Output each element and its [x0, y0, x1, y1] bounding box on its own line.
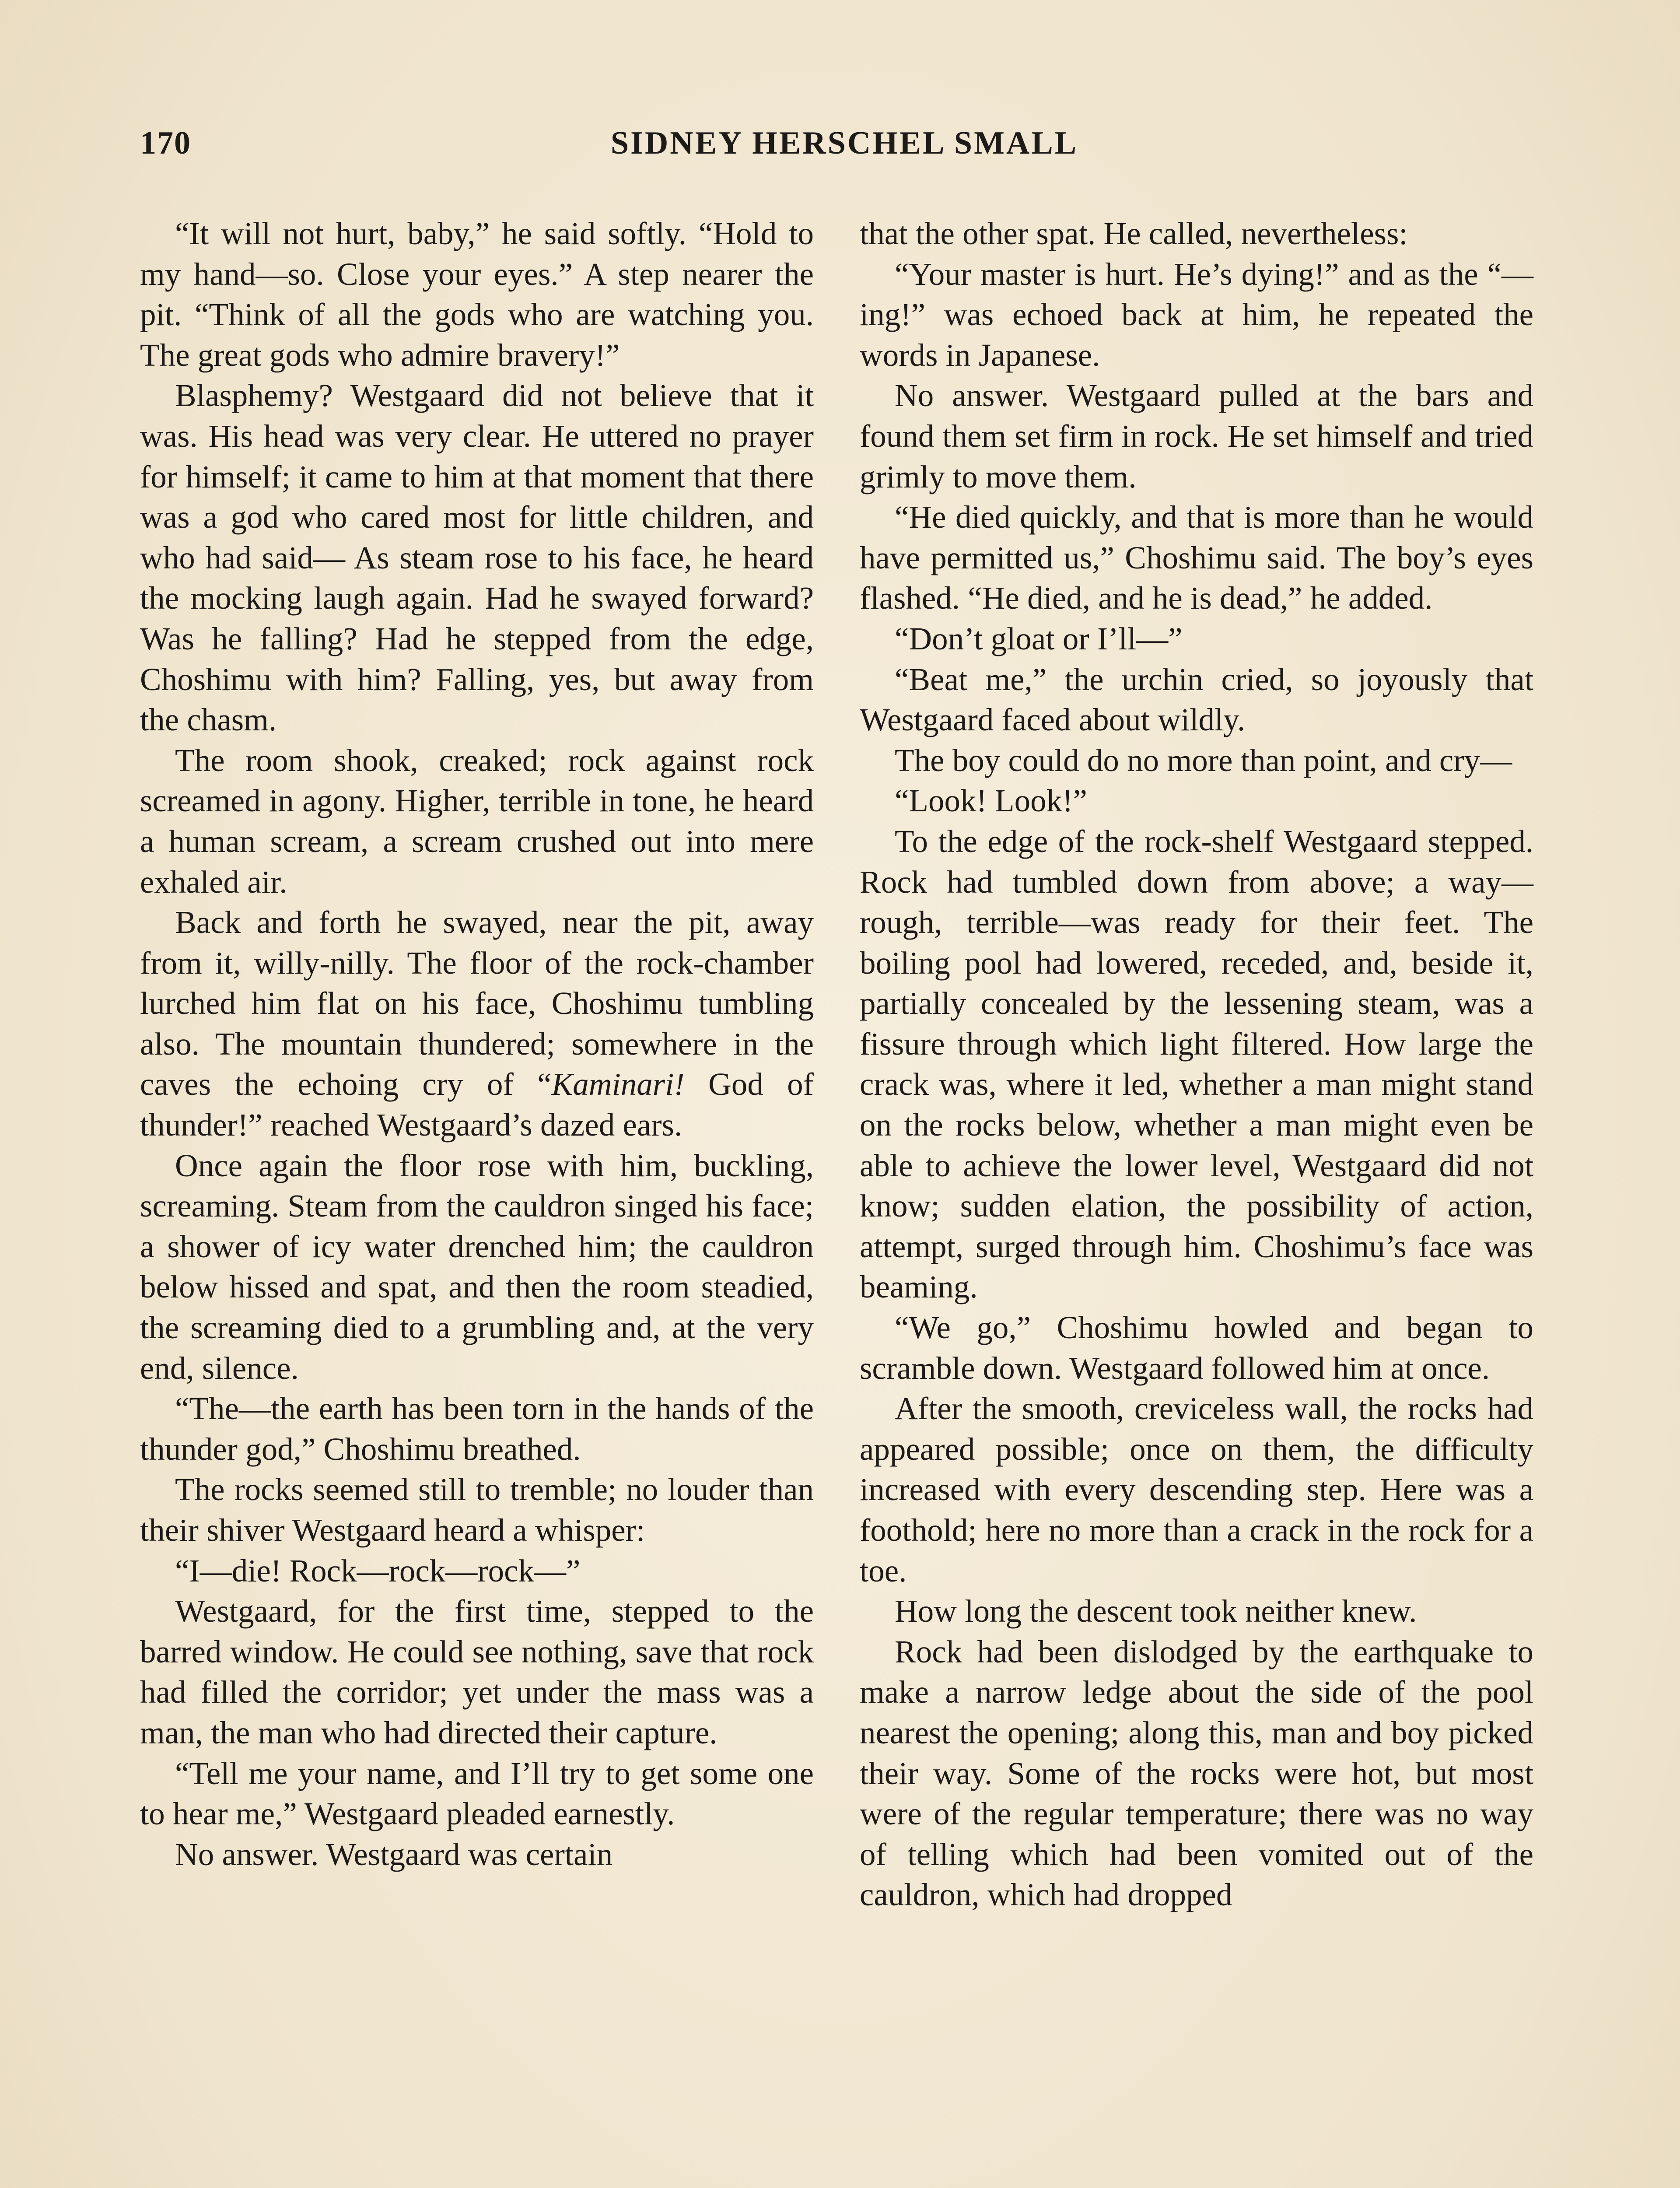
paragraph: Once again the floor rose with him, buckling, screaming. Steam from the cauldron singed his face; a shower of icy water drenched him; the cauldron below hissed and spat, and then the room steadied, the screaming died to a grumbling and, at the very end, silence.	[140, 1147, 814, 1386]
paragraph: that the other spat. He called, nevertheless:	[860, 216, 1408, 251]
paragraph: Back and forth he swayed, near the pit, away from it, willy-nilly. The floor of the rock-chamber lurched him flat on his face, Choshimu tumbling also. The mountain thundered; somewhere in the caves the echoing cry of “Kaminari! God of thunder!” reached Westgaard’s dazed ears.	[140, 905, 814, 1143]
paragraph: The rocks seemed still to tremble; no louder than their shiver Westgaard heard a whisper:	[140, 1472, 814, 1548]
page-header	[140, 125, 1549, 177]
paragraph: Rock had been dislodged by the earthquake to make a narrow ledge about the side of the pool nearest the opening; along this, man and boy picked their way. Some of the rocks were hot, but most were of the regular temperature; there was no way of telling which had been vomited out of the cauldron, which had dropped	[860, 1634, 1533, 1913]
paragraph: “I—die! Rock—rock—rock—”	[175, 1553, 581, 1588]
paragraph: “The—the earth has been torn in the hands of the thunder god,” Choshimu breathed.	[140, 1391, 814, 1467]
paragraph: How long the descent took neither knew.	[895, 1593, 1417, 1629]
paragraph: “Don’t gloat or I’ll—”	[895, 621, 1183, 656]
left-text-column	[140, 214, 814, 2188]
paragraph: “Beat me,” the urchin cried, so joyously that Westgaard faced about wildly.	[860, 661, 1533, 738]
page-number: 170	[140, 125, 191, 161]
paragraph: Blasphemy? Westgaard did not believe that it was. His head was very clear. He uttered no prayer for himself; it came to him at that moment that there was a god who cared most for little children, and who had said— As steam rose to his face, he heard the mocking laugh again. Had he swayed forward? Was he falling? Had he stepped from the edge, Choshimu with him? Falling, yes, but away from the chasm.	[140, 378, 814, 738]
paragraph: Westgaard, for the first time, stepped to the barred window. He could see nothing, save that rock had filled the corridor; yet under the mass was a man, the man who had directed their capture.	[140, 1593, 814, 1750]
paragraph: No answer. Westgaard pulled at the bars and found them set firm in rock. He set himself and tried grimly to move them.	[860, 378, 1533, 494]
paragraph: After the smooth, creviceless wall, the rocks had appeared possible; once on them, the difficulty increased with every descending step. Here was a foothold; here no more than a crack in the rock for a toe.	[860, 1391, 1533, 1588]
paragraph: The boy could do no more than point, and cry—	[895, 742, 1512, 778]
paragraph: “He died quickly, and that is more than he would have permitted us,” Choshimu said. The boy’s eyes flashed. “He died, and he is dead,” he added.	[860, 499, 1533, 616]
paragraph: “Look! Look!”	[895, 783, 1087, 819]
paragraph: The room shook, creaked; rock against rock screamed in agony. Higher, terrible in tone, he heard a human scream, a scream crushed out into mere exhaled air.	[140, 742, 814, 900]
paragraph: To the edge of the rock-shelf Westgaard stepped. Rock had tumbled down from above; a way—rough, terrible—was ready for their feet. The boiling pool had lowered, receded, and, beside it, partially concealed by the lessening steam, was a fissure through which light filtered. How large the crack was, where it led, whether a man might stand on the rocks below, whether a man might even be able to achieve the lower level, Westgaard did not know; sudden elation, the possibility of action, attempt, surged through him. Choshimu’s face was beaming.	[860, 823, 1533, 1305]
paragraph: “Your master is hurt. He’s dying!” and as the “—ing!” was echoed back at him, he repeated the words in Japanese.	[860, 256, 1533, 373]
running-head: SIDNEY HERSCHEL SMALL	[610, 125, 1078, 161]
right-text-column	[860, 214, 1533, 2188]
paragraph: “It will not hurt, baby,” he said softly. “Hold to my hand—so. Close your eyes.” A step nearer the pit. “Think of all the gods who are watching you. The great gods who admire bravery!”	[140, 216, 814, 373]
paragraph: “Tell me your name, and I’ll try to get some one to hear me,” Westgaard pleaded earnestly.	[140, 1755, 814, 1832]
paragraph: “We go,” Choshimu howled and began to scramble down. Westgaard followed him at once.	[860, 1310, 1533, 1386]
paragraph: No answer. Westgaard was certain	[175, 1836, 613, 1872]
italic-word: Kaminari!	[551, 1066, 685, 1102]
